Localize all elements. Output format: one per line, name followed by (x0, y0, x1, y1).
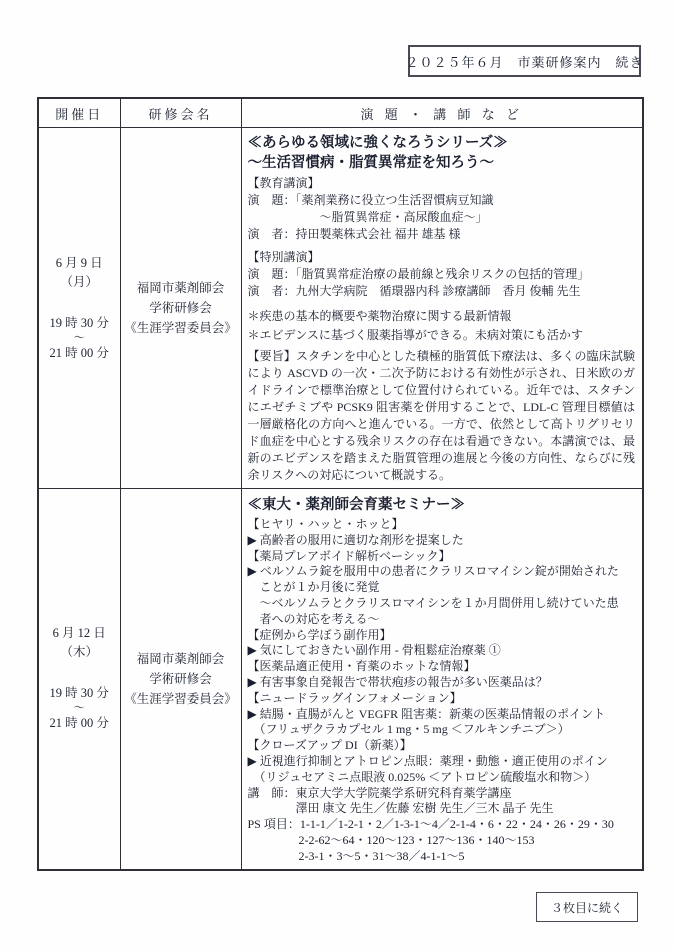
program-line: ▶ 結腸・直腸がんと VEGFR 阻害薬：新薬の医薬品情報のポイント (247, 706, 606, 721)
series-subtitle: ～生活習慣病・脂質異常症を知ろう～ (247, 155, 494, 171)
column-header-program: 演 題 ・ 講 師 な ど (241, 98, 643, 128)
organizer-line: 学術研修会 (149, 671, 212, 686)
table-header-row (38, 98, 643, 128)
organizer-line: 福岡市薬剤師会 (136, 651, 225, 666)
ps-items-line: 2-3-1・3～5・31～38／4-1-1～5 (247, 848, 465, 863)
date-cell (38, 489, 120, 870)
session-row-june9 (38, 128, 643, 489)
end-time: 21 時 00 分 (49, 716, 109, 731)
footer-continuation-box (536, 892, 638, 922)
session-row-june12 (38, 489, 643, 870)
program-cell (241, 489, 643, 870)
end-time: 21 時 00 分 (49, 345, 109, 360)
program-line: 演 者：九州大学病院 循環器内科 診療講師 香月 俊輔 先生 (247, 284, 581, 298)
program-line: 演 題：「薬剤業務に役立つ生活習慣病豆知識 (247, 193, 494, 207)
section-heading: 【ヒヤリ・ハッと・ホッと】 (247, 517, 404, 531)
series-title: ≪あらゆる領域に強くなろうシリーズ≫ (247, 135, 508, 151)
section-heading: 【特別講演】 (247, 250, 320, 264)
column-header-seminar-name: 研修会名 (120, 98, 241, 128)
time-range-tilde: ～ (73, 331, 85, 344)
series-title: ≪東大・薬剤師会育薬セミナー≫ (247, 497, 465, 513)
date-cell (38, 128, 120, 489)
lecturer-line: 講 師：東京大学大学院薬学系研究科育薬学講座 (247, 785, 512, 800)
ps-items-line: PS 項目：1-1-1／1-2-1・2／1-3-1～4／2-1-4・6・22・24・26・29・30 (247, 817, 614, 832)
program-line: ▶ 気にしておきたい副作用 - 骨粗鬆症治療薬 ① (247, 643, 501, 658)
program-line: 演 題：「脂質異常症治療の最前線と残余リスクの包括的管理」 (247, 267, 590, 281)
program-line: （リジュセアミニ点眼液 0.025% ＜アトロピン硫酸塩水和物＞） (247, 769, 597, 784)
program-line: ▶ 近視進行抑制とアトロピン点眼：薬理・動態・適正使用のポイン (247, 753, 608, 768)
program-note: ＊疾患の基本的概要や薬物治療に関する最新情報 (247, 309, 512, 323)
weekday-line: （月） (60, 274, 98, 289)
program-line: （フリュザクラカプセル 1 mg・5 mg ＜フルキンチニブ＞） (247, 722, 570, 737)
section-heading: 【症例から学ぼう副作用】 (247, 627, 392, 642)
ps-items-line: 2-2-62～64・120～123・127～136・140～153 (247, 832, 535, 847)
organizer-line: 福岡市薬剤師会 (136, 281, 225, 295)
section-heading: 【ニュードラッグインフォメーション】 (247, 690, 462, 705)
program-line: ～脂質異常症・高尿酸血症～」 (247, 210, 488, 224)
program-line: 演 者：持田製薬株式会社 福井 雄基 様 (247, 227, 461, 241)
organizer-line: 《生涯学習委員会》 (124, 691, 237, 706)
header-continuation-label: ２０２５年６月 市薬研修案内 続き (405, 54, 644, 70)
start-time: 19 時 30 分 (49, 315, 109, 330)
program-line: ▶ ベルソムラ錠を服用中の患者にクラリスロマイシン錠が開始された (247, 564, 619, 579)
footer-continuation-label: ３枚目に続く (550, 900, 623, 915)
start-time: 19 時 30 分 (49, 686, 109, 701)
date-line: 6 月 9 日 (55, 255, 103, 270)
weekday-line: （木） (60, 645, 98, 660)
program-line: 者への対応を考える～ (247, 611, 380, 626)
section-heading: 【薬局プレアボイド解析ベーシック】 (247, 548, 451, 563)
program-line: ▶ 有害事象自発報告で帯状疱疹の報告が多い医薬品は？ (247, 674, 548, 689)
time-range-tilde: ～ (73, 702, 85, 715)
organizer-cell (120, 128, 241, 489)
program-note: ＊エビデンスに基づく服薬指導ができる。未病対策にも活かす (247, 328, 583, 342)
organizer-cell (120, 489, 241, 870)
program-line: ことが１か月後に発覚 (247, 580, 380, 595)
section-heading: 【医薬品適正使用・育薬のホットな情報】 (247, 659, 476, 674)
program-line: ～ベルソムラとクラリスロマイシンを１か月間併用し続けていた患 (247, 595, 619, 610)
section-heading: 【クローズアップ DI（新薬）】 (247, 738, 412, 753)
date-line: 6 月 12 日 (52, 626, 106, 641)
abstract-paragraph: 【要旨】スタチンを中心とした積極的脂質低下療法は、多くの臨床試験により ASCVD の一次・二次予防における有効性が示され、日米欧のガイドラインで標準治療として位置付けられている。近年では、スタチンにエゼチミブや PCSK9 阻害薬を併用することで、LDL-C 管理目標値は一層厳格化の方向へと進んでいる。一方で、依然として高トリグリセリド血症を中心とする残余リスクの存在は看過できない。本講演では、最新のエビデンスを踏まえた脂質管理の進展と今後の方向性、ならびに残余リスクへの対応について概説する。 (247, 349, 635, 482)
program-line: ▶ 高齢者の服用に適切な剤形を提案した (247, 532, 464, 547)
section-heading: 【教育講演】 (247, 176, 320, 190)
organizer-line: 《生涯学習委員会》 (124, 321, 237, 335)
program-cell (241, 128, 643, 489)
header-continuation-box (405, 45, 644, 77)
organizer-line: 学術研修会 (149, 301, 212, 315)
column-header-date: 開催日 (38, 98, 120, 128)
training-schedule-table (37, 97, 644, 871)
lecturer-line: 澤田 康文 先生／佐藤 宏樹 先生／三木 晶子 先生 (247, 801, 554, 816)
